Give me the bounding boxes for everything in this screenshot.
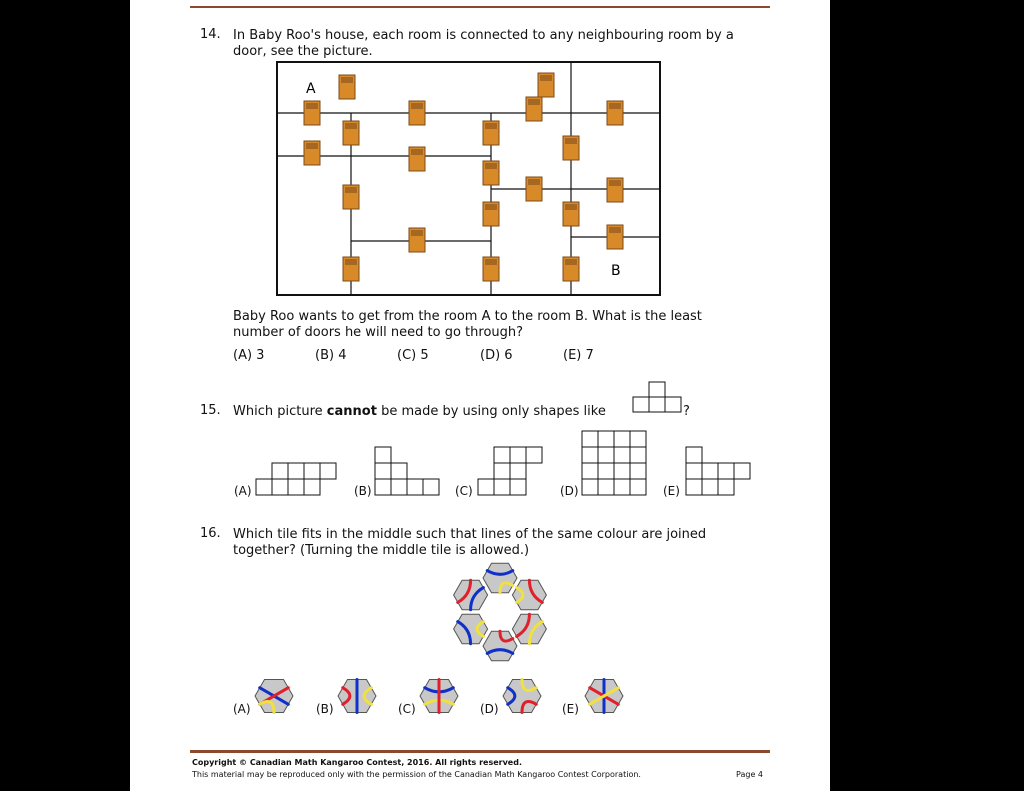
q14-question-line1: Baby Roo wants to get from the room A to the room B. What is the least bbox=[233, 309, 702, 324]
q15-text-bold: cannot bbox=[326, 404, 377, 419]
door-icon bbox=[339, 75, 355, 99]
door-icon bbox=[483, 202, 499, 226]
q16-text-line1: Which tile fits in the middle such that lines of the same colour are joined bbox=[233, 527, 707, 542]
q16-number: 16. bbox=[200, 526, 221, 541]
door-icon bbox=[304, 101, 320, 125]
hex-tile bbox=[454, 580, 488, 610]
document-page bbox=[130, 0, 830, 791]
q15-figure-d bbox=[581, 430, 651, 498]
door-icon bbox=[304, 141, 320, 165]
q15-figure-c bbox=[478, 446, 548, 498]
hex-tile bbox=[454, 614, 488, 644]
q14-option-a[interactable]: (A) 3 bbox=[233, 348, 265, 363]
footer-page-number: Page 4 bbox=[736, 770, 763, 779]
q15-text-before: Which picture bbox=[233, 404, 323, 419]
q15-number: 15. bbox=[200, 403, 221, 418]
door-icon bbox=[409, 101, 425, 125]
q15-label-b[interactable]: (B) bbox=[354, 484, 372, 498]
q15-label-e[interactable]: (E) bbox=[663, 484, 680, 498]
q15-figure-e bbox=[685, 446, 755, 498]
q14-text-line1: In Baby Roo's house, each room is connected to any neighbouring room by a bbox=[233, 28, 734, 43]
q15-text bbox=[233, 403, 606, 420]
q14-option-c[interactable]: (C) 5 bbox=[397, 348, 429, 363]
hex-tile bbox=[420, 680, 458, 713]
footer-copyright: Copyright © Canadian Math Kangaroo Contest, 2016. All rights reserved. bbox=[192, 758, 522, 767]
q16-tile-c bbox=[419, 676, 459, 716]
q16-label-e[interactable]: (E) bbox=[562, 702, 579, 716]
q16-tile-b bbox=[337, 676, 377, 716]
door-icon bbox=[343, 121, 359, 145]
room-a-label: A bbox=[306, 81, 316, 97]
q15-label-d[interactable]: (D) bbox=[560, 484, 579, 498]
footer-rule bbox=[190, 750, 770, 753]
door-icon bbox=[483, 161, 499, 185]
q16-tile-a bbox=[254, 676, 294, 716]
q16-label-b[interactable]: (B) bbox=[316, 702, 334, 716]
hexagon-tile-ring bbox=[440, 560, 560, 670]
hex-tile bbox=[483, 563, 517, 593]
q14-text-line2: door, see the picture. bbox=[233, 44, 373, 59]
house-floorplan bbox=[276, 61, 661, 296]
q16-label-d[interactable]: (D) bbox=[480, 702, 499, 716]
q14-option-d[interactable]: (D) 6 bbox=[480, 348, 513, 363]
hex-tile bbox=[338, 680, 376, 713]
door-icon bbox=[563, 202, 579, 226]
door-icon bbox=[409, 147, 425, 171]
header-rule bbox=[190, 6, 770, 8]
q16-label-a[interactable]: (A) bbox=[233, 702, 251, 716]
door-icon bbox=[538, 73, 554, 97]
door-icon bbox=[526, 177, 542, 201]
q15-label-c[interactable]: (C) bbox=[455, 484, 473, 498]
q16-tile-e bbox=[584, 676, 624, 716]
hex-tile bbox=[512, 580, 546, 610]
hex-tile bbox=[512, 614, 546, 644]
door-icon bbox=[343, 185, 359, 209]
door-icon bbox=[409, 228, 425, 252]
hex-tile bbox=[585, 680, 623, 713]
door-icon bbox=[563, 257, 579, 281]
door-icon bbox=[526, 97, 542, 121]
hex-tile bbox=[503, 680, 541, 713]
door-icon bbox=[563, 136, 579, 160]
q16-text-line2: together? (Turning the middle tile is allowed.) bbox=[233, 543, 530, 558]
q15-figure-b bbox=[375, 446, 445, 498]
door-icon bbox=[607, 225, 623, 249]
door-icon bbox=[607, 178, 623, 202]
q14-number: 14. bbox=[200, 27, 221, 42]
door-icon bbox=[343, 257, 359, 281]
door-icon bbox=[483, 257, 499, 281]
q14-question-line2: number of doors he will need to go through? bbox=[233, 325, 524, 340]
door-icon bbox=[483, 121, 499, 145]
q14-option-b[interactable]: (B) 4 bbox=[315, 348, 347, 363]
footer-notice: This material may be reproduced only with the permission of the Canadian Math Kangaroo Contest Corporation. bbox=[192, 770, 641, 779]
q14-option-e[interactable]: (E) 7 bbox=[563, 348, 594, 363]
q16-tile-d bbox=[502, 676, 542, 716]
q15-figure-a bbox=[256, 462, 346, 502]
hex-tile bbox=[255, 680, 293, 713]
q15-text-after: be made by using only shapes like bbox=[381, 404, 606, 419]
q15-text-end: ? bbox=[683, 404, 690, 419]
hex-tile bbox=[483, 631, 517, 661]
t-tetromino-shape bbox=[633, 381, 683, 415]
door-icon bbox=[607, 101, 623, 125]
q16-label-c[interactable]: (C) bbox=[398, 702, 416, 716]
q15-label-a[interactable]: (A) bbox=[234, 484, 252, 498]
room-b-label: B bbox=[611, 263, 621, 279]
